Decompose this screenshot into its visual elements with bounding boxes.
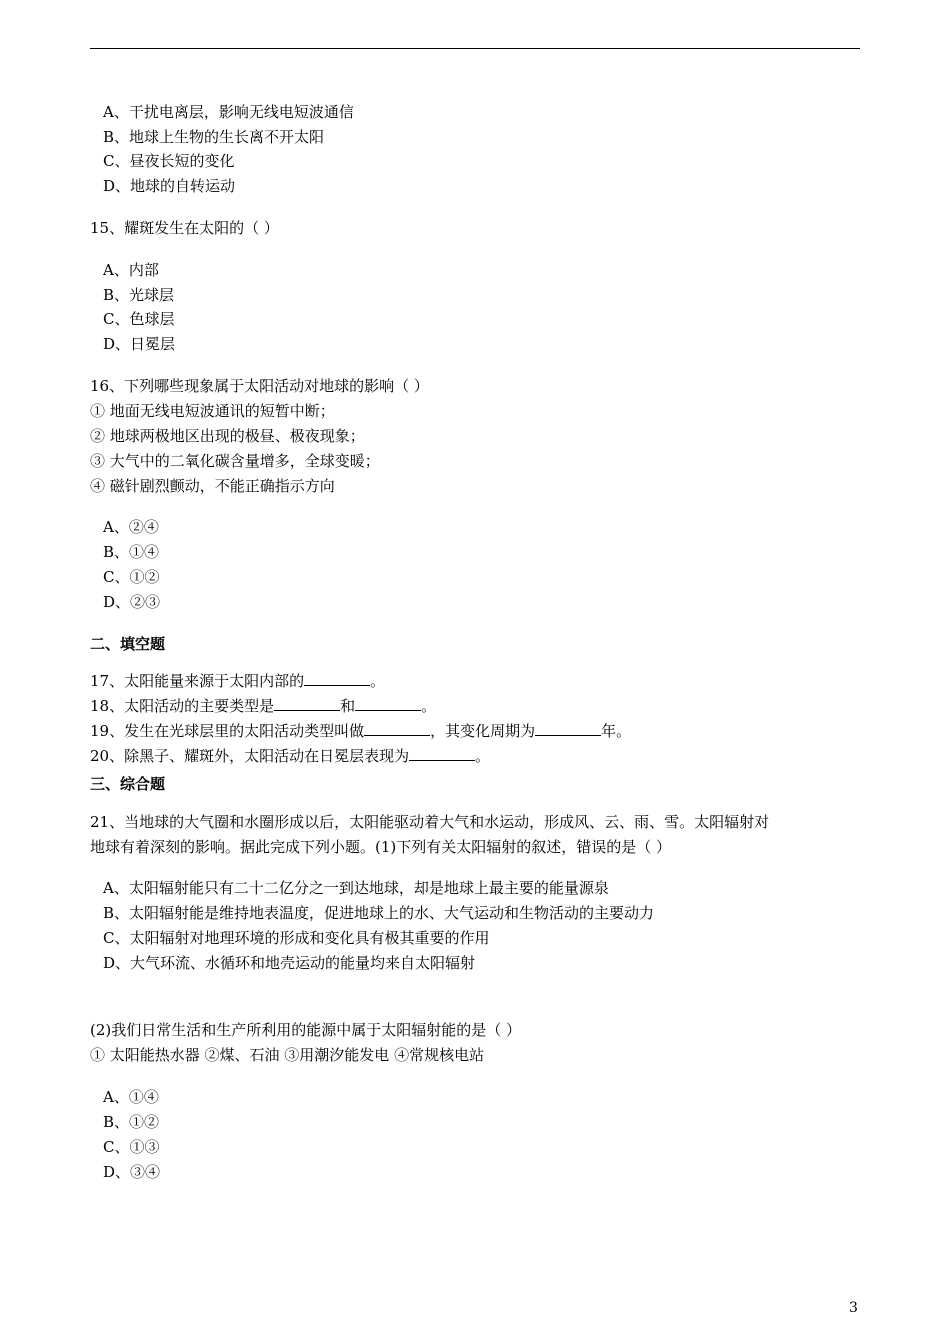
- q15-option-a: A、内部: [103, 261, 159, 279]
- q16-option-c: C、①②: [103, 568, 160, 586]
- q15-option-d: D、日冕层: [103, 335, 176, 353]
- q21-1-option-a: A、太阳辐射能只有二十二亿分之一到达地球，却是地球上最主要的能量源泉: [103, 879, 609, 897]
- section-2-title: 二、填空题: [90, 635, 166, 653]
- q19-mid: ，其变化周期为: [430, 722, 536, 740]
- section-3-title: 三、综合题: [90, 775, 166, 793]
- q17: [90, 671, 385, 691]
- q16-option-d: D、②③: [103, 593, 161, 611]
- page-number: 3: [849, 1300, 858, 1316]
- q20-text: 20、除黑子、耀斑外，太阳活动在日冕层表现为: [90, 747, 410, 765]
- q16-item-3: ③ 大气中的二氧化碳含量增多，全球变暖；: [90, 452, 380, 470]
- q20-end: 。: [475, 747, 491, 765]
- answer-blank[interactable]: [364, 721, 430, 736]
- q18-end: 。: [421, 697, 437, 715]
- q21-2-items: ① 太阳能热水器 ②煤、石油 ③用潮汐能发电 ④常规核电站: [90, 1046, 485, 1064]
- q14-option-b: B、地球上生物的生长离不开太阳: [103, 128, 325, 146]
- q16-item-1: ① 地面无线电短波通讯的短暂中断；: [90, 402, 335, 420]
- q16-item-2: ② 地球两极地区出现的极昼、极夜现象；: [90, 427, 365, 445]
- answer-blank[interactable]: [535, 721, 601, 736]
- q21-2-option-d: D、③④: [103, 1163, 161, 1181]
- header-rule: [90, 48, 860, 49]
- q15-option-b: B、光球层: [103, 286, 175, 304]
- q19-text: 19、发生在光球层里的太阳活动类型叫做: [90, 722, 365, 740]
- q17-text: 17、太阳能量来源于太阳内部的: [90, 672, 305, 690]
- q16-stem: 16、下列哪些现象属于太阳活动对地球的影响（ ）: [90, 377, 429, 395]
- q17-end: 。: [370, 672, 386, 690]
- q21-1-option-d: D、大气环流、水循环和地壳运动的能量均来自太阳辐射: [103, 954, 476, 972]
- answer-blank[interactable]: [355, 696, 421, 711]
- q16-item-4: ④ 磁针剧烈颤动，不能正确指示方向: [90, 477, 335, 495]
- q21-stem-line1: 21、当地球的大气圈和水圈形成以后，太阳能驱动着大气和水运动，形成风、云、雨、雪。太阳辐射对: [90, 813, 770, 831]
- q21-2-option-b: B、①②: [103, 1113, 160, 1131]
- q21-1-option-c: C、太阳辐射对地理环境的形成和变化具有极其重要的作用: [103, 929, 490, 947]
- answer-blank[interactable]: [409, 746, 475, 761]
- q14-option-c: C、昼夜长短的变化: [103, 152, 235, 170]
- q15-option-c: C、色球层: [103, 310, 175, 328]
- q14-option-a: A、干扰电离层，影响无线电短波通信: [103, 103, 354, 121]
- q18: [90, 696, 436, 716]
- q18-text: 18、太阳活动的主要类型是: [90, 697, 275, 715]
- q14-option-d: D、地球的自转运动: [103, 177, 236, 195]
- q15-stem: 15、耀斑发生在太阳的（ ）: [90, 219, 279, 237]
- q21-2-stem: (2)我们日常生活和生产所利用的能源中属于太阳辐射能的是（ ）: [90, 1021, 522, 1039]
- answer-blank[interactable]: [274, 696, 340, 711]
- q19-end: 年。: [601, 722, 632, 740]
- q20: [90, 746, 490, 766]
- answer-blank[interactable]: [304, 671, 370, 686]
- q21-2-option-a: A、①④: [103, 1088, 159, 1106]
- q16-option-a: A、②④: [103, 518, 159, 536]
- q16-option-b: B、①④: [103, 543, 160, 561]
- q19: [90, 721, 631, 741]
- q21-stem-line2: 地球有着深刻的影响。据此完成下列小题。(1)下列有关太阳辐射的叙述，错误的是（ ）: [90, 838, 672, 856]
- q21-1-option-b: B、太阳辐射能是维持地表温度，促进地球上的水、大气运动和生物活动的主要动力: [103, 904, 655, 922]
- q21-2-option-c: C、①③: [103, 1138, 160, 1156]
- q18-and: 和: [340, 697, 356, 715]
